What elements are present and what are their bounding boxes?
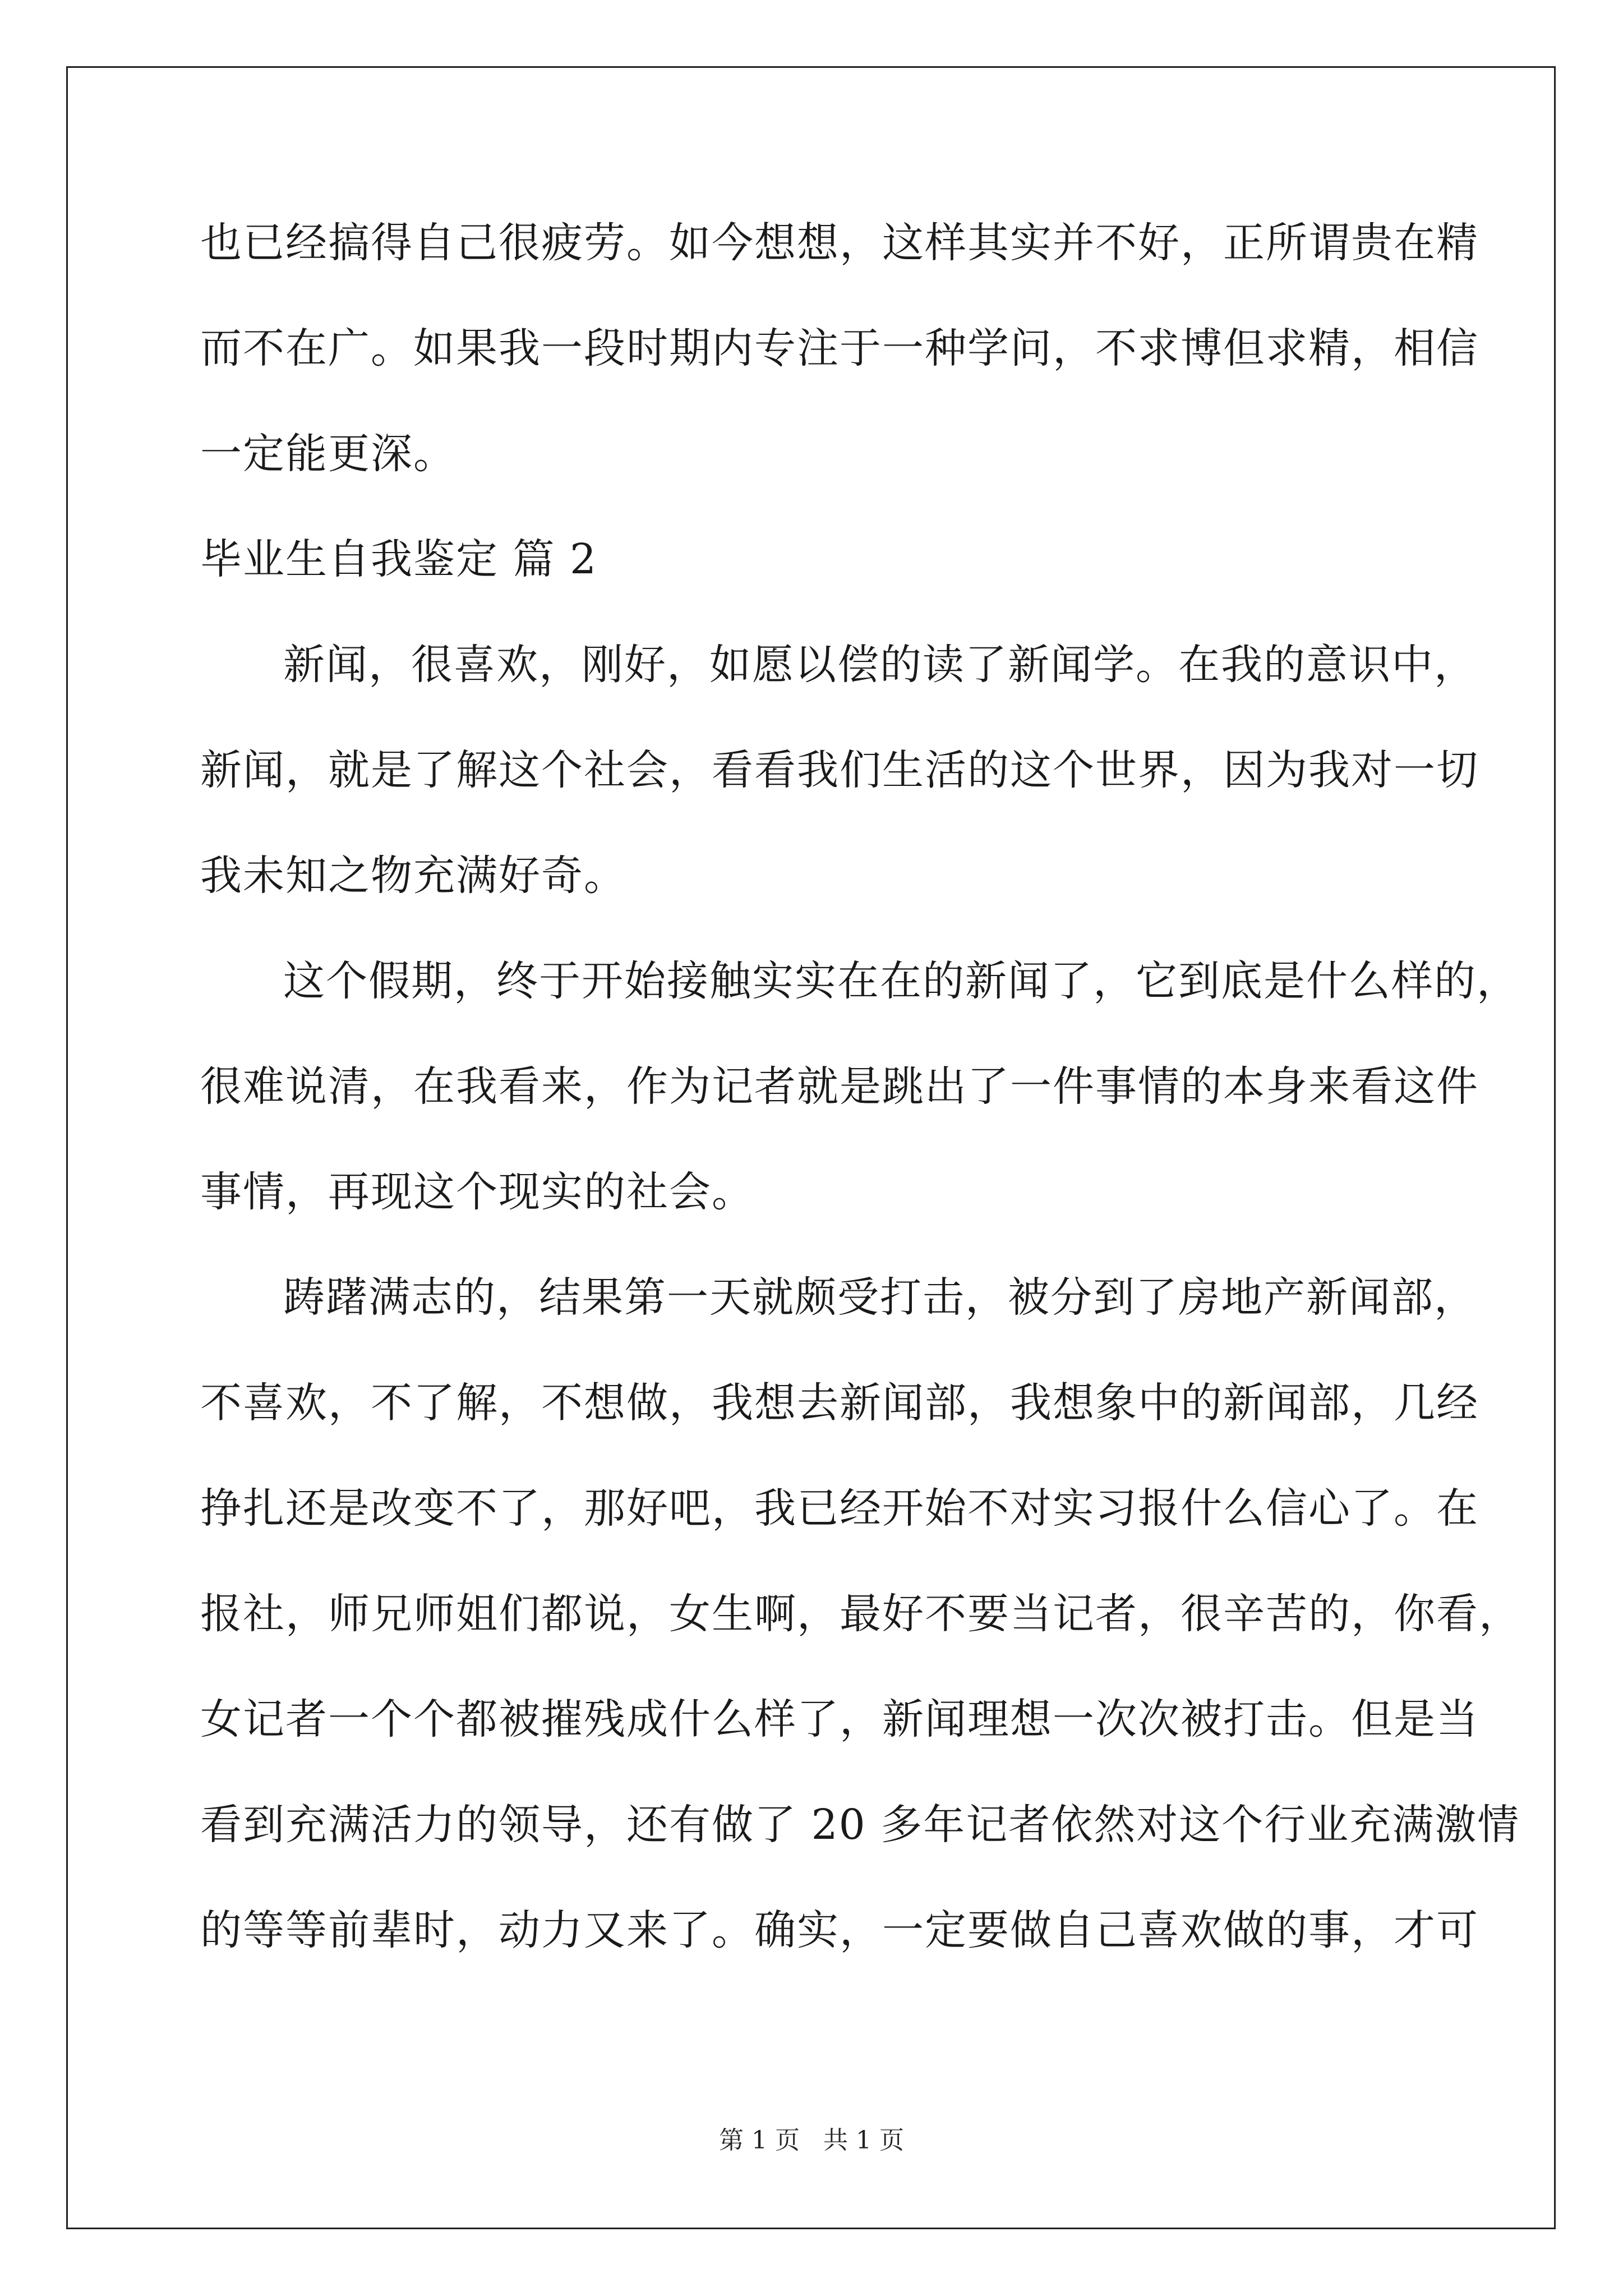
text-line: 也已经搞得自己很疲劳。如今想想，这样其实并不好，正所谓贵在精 (200, 219, 1479, 267)
text-line: 新闻，就是了解这个社会，看看我们生活的这个世界，因为我对一切 (200, 746, 1479, 794)
text-line: 女记者一个个都被摧残成什么样了，新闻理想一次次被打击。但是当 (200, 1695, 1479, 1743)
paragraph-first-line: 踌躇满志的，结果第一天就颇受打击，被分到了房地产新闻部， (283, 1273, 1477, 1322)
text-line: 不喜欢，不了解，不想做，我想去新闻部，我想象中的新闻部，几经 (200, 1379, 1479, 1427)
paragraph-first-line: 这个假期，终于开始接触实实在在的新闻了，它到底是什么样的， (283, 957, 1519, 1005)
text-line: 事情，再现这个现实的社会。 (200, 1168, 754, 1216)
text-line: 的等等前辈时，动力又来了。确实，一定要做自己喜欢做的事，才可 (200, 1906, 1479, 1954)
page-footer: 第 1 页 共 1 页 (719, 2126, 904, 2155)
text-line: 看到充满活力的领导，还有做了 20 多年记者依然对这个行业充满激情 (200, 1801, 1520, 1849)
section-heading: 毕业生自我鉴定 篇 2 (200, 535, 598, 583)
text-line: 挣扎还是改变不了，那好吧，我已经开始不对实习报什么信心了。在 (200, 1484, 1479, 1533)
text-line: 很难说清，在我看来，作为记者就是跳出了一件事情的本身来看这件 (200, 1062, 1479, 1111)
text-line: 报社，师兄师姐们都说，女生啊，最好不要当记者，很辛苦的，你看， (200, 1590, 1521, 1638)
paragraph-first-line: 新闻，很喜欢，刚好，如愿以偿的读了新闻学。在我的意识中， (283, 641, 1477, 689)
text-line: 我未知之物充满好奇。 (200, 852, 626, 900)
text-line: 一定能更深。 (200, 430, 456, 478)
text-line: 而不在广。如果我一段时期内专注于一种学问，不求博但求精，相信 (200, 324, 1479, 372)
